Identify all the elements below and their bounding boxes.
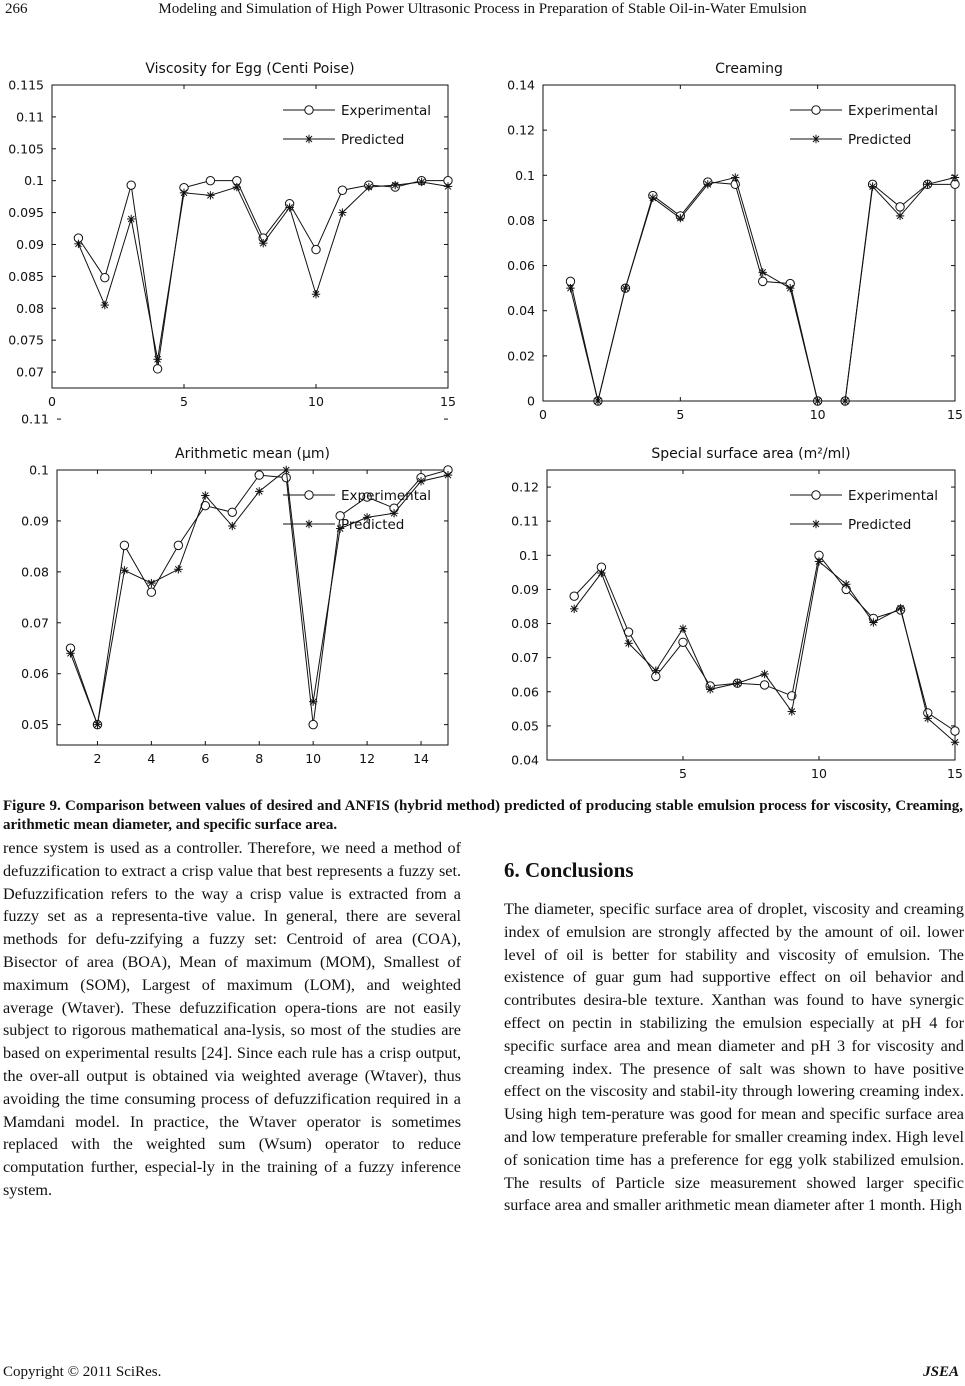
x-tick-label: 8: [255, 751, 264, 766]
series-line-predicted: [574, 561, 955, 742]
page-number: 266: [5, 1, 28, 17]
data-point-predicted: [624, 639, 632, 647]
data-point-experimental: [760, 681, 768, 689]
viscosity-chart: [0, 55, 480, 435]
legend-label: Predicted: [848, 517, 912, 533]
data-point-predicted: [101, 301, 109, 309]
data-point-predicted: [594, 397, 602, 405]
data-point-predicted: [813, 397, 821, 405]
data-point-predicted: [896, 212, 904, 220]
y-tick-label: 0.11: [511, 513, 539, 529]
data-point-predicted: [255, 487, 263, 495]
y-tick-label: 0.085: [8, 268, 44, 284]
x-tick-label: 14: [413, 751, 429, 766]
plot-frame: [547, 470, 955, 760]
data-point-predicted: [174, 565, 182, 573]
data-point-predicted: [815, 557, 823, 565]
legend-marker-star: [305, 520, 313, 528]
data-point-predicted: [951, 738, 959, 746]
y-tick-label: 0.12: [511, 479, 539, 495]
data-point-predicted: [74, 240, 82, 248]
y-tick-label: 0.075: [8, 332, 44, 348]
y-tick-label: 0.05: [511, 718, 539, 734]
legend-label: Experimental: [848, 103, 939, 119]
data-point-predicted: [444, 471, 452, 479]
data-point-predicted: [621, 284, 629, 292]
y-tick-label: 0.09: [21, 513, 49, 529]
data-point-experimental: [951, 727, 959, 735]
legend-marker-circle: [305, 106, 313, 114]
data-point-predicted: [652, 666, 660, 674]
series-line-experimental: [78, 181, 448, 369]
legend-label: Experimental: [341, 103, 432, 119]
data-point-predicted: [731, 173, 739, 181]
legend-marker-circle: [305, 491, 313, 499]
data-point-experimental: [255, 471, 263, 479]
data-point-predicted: [924, 714, 932, 722]
data-point-experimental: [153, 365, 161, 373]
plot-frame: [57, 470, 448, 745]
data-point-predicted: [312, 290, 320, 298]
data-point-experimental: [147, 588, 155, 596]
y-tick-label: 0.08: [511, 616, 539, 632]
data-point-experimental: [338, 186, 346, 194]
data-point-experimental: [309, 720, 317, 728]
data-point-experimental: [174, 541, 182, 549]
y-tick-label: 0.06: [511, 684, 539, 700]
data-point-predicted: [180, 189, 188, 197]
data-point-predicted: [365, 183, 373, 191]
y-tick-label: 0.08: [21, 564, 49, 580]
y-tick-label: 0.06: [507, 258, 535, 274]
data-point-experimental: [228, 508, 236, 516]
data-point-experimental: [206, 176, 214, 184]
x-tick-label: 4: [147, 751, 156, 766]
data-point-predicted: [391, 181, 399, 189]
series-line-predicted: [78, 182, 448, 359]
y-tick-label: 0.09: [511, 581, 539, 597]
data-point-predicted: [570, 605, 578, 613]
data-point-predicted: [841, 397, 849, 405]
data-point-predicted: [417, 477, 425, 485]
x-tick-label: 5: [180, 394, 188, 409]
data-point-predicted: [259, 239, 267, 247]
data-point-predicted: [66, 649, 74, 657]
x-tick-label: 10: [809, 407, 826, 422]
y-tick-label: 0.07: [21, 615, 49, 631]
x-tick-label: 6: [201, 751, 210, 766]
data-point-predicted: [127, 215, 135, 223]
legend-label: Predicted: [341, 517, 405, 533]
y-tick-label: 0.07: [16, 364, 44, 380]
data-point-predicted: [444, 182, 452, 190]
y-tick-label: 0.08: [16, 300, 44, 316]
x-tick-label: 15: [440, 394, 456, 409]
y-tick-label: 0.1: [515, 167, 535, 183]
data-point-predicted: [338, 208, 346, 216]
section-heading: 6. Conclusions: [504, 858, 634, 882]
data-point-experimental: [127, 181, 135, 189]
data-point-experimental: [282, 473, 290, 481]
data-point-predicted: [228, 522, 236, 530]
legend-marker-star: [812, 520, 820, 528]
surface-area-chart: [490, 440, 965, 785]
y-tick-label: 0.04: [511, 752, 539, 768]
y-tick-label: 0.11: [21, 411, 49, 427]
y-tick-label: 0: [527, 393, 535, 409]
data-point-predicted: [676, 214, 684, 222]
data-point-experimental: [120, 541, 128, 549]
y-tick-label: 0.115: [8, 77, 44, 93]
y-tick-label: 0.14: [507, 77, 535, 93]
y-tick-label: 0.12: [507, 122, 535, 138]
y-tick-label: 0.08: [507, 212, 535, 228]
data-point-predicted: [417, 178, 425, 186]
data-point-predicted: [842, 580, 850, 588]
plot-frame: [52, 85, 448, 388]
data-point-predicted: [759, 268, 767, 276]
data-point-predicted: [93, 720, 101, 728]
chart-title: Arithmetic mean (μm): [175, 446, 330, 462]
legend-label: Experimental: [341, 488, 432, 504]
data-point-experimental: [570, 592, 578, 600]
x-tick-label: 12: [359, 751, 376, 766]
data-point-predicted: [309, 698, 317, 706]
y-tick-label: 0.05: [21, 717, 49, 733]
x-tick-label: 5: [679, 766, 687, 781]
legend-marker-star: [305, 135, 313, 143]
left-column-text: rence system is used as a controller. Therefore, we need a method of defuzzification to extract a crisp value that best represents a fuzzy set. Defuzzification refers to the way a crisp value is extracted from a fuzzy set as a representa-tive value. In general, there are several methods for defu-zzifying a fuzzy set: Centroid of area (COA), Bisector of area (BOA), Mean of maximum (MOM), Smallest of maximum (SOM), Largest of maximum (LOM), and weighted average (Wtaver). These defuzzification opera-tions are not easily subject to rigorous mathematical ana-lysis, so most of the studies are based on experimental results [24]. Since each rule has a crisp output, the over-all output is obtained via weighted average (Wtaver), thus avoiding the time consuming process of defuzzification required in a Mamdani model. In practice, the Wtaver operator is sometimes replaced with the weighted sum (Wsum) operator to reduce computation further, especial-ly in the training of a fuzzy inference system.: [3, 839, 461, 1199]
x-tick-label: 2: [93, 751, 102, 766]
creaming-chart: [490, 55, 965, 435]
data-point-experimental: [896, 203, 904, 211]
right-column-text: The diameter, specific surface area of droplet, viscosity and creaming index of emulsion are strongly affected by the amount of oil. lower level of oil is better for stability and viscosity of emulsion. The existence of guar gum had supportive effect on oil behavior and contributes desira-ble texture. Xanthan was found to have synergic effect on pectin in stabilizing the emulsion especially at pH 4 for specific surface area and mean diameter and pH 3 for viscosity and creaming index. The presence of salt was shown to have positive effect on the viscosity and stabil-ity through lowering creaming index. Using high tem-perature was good for mean and specific surface area and low temperature preferable for smaller creaming index. High level of sonication time has a preference for egg yolk stabilized emulsion. The results of Particle size measurement showed larger specific surface area and smaller arithmetic mean diameter after 1 month. High: [504, 900, 964, 1215]
data-point-predicted: [233, 183, 241, 191]
data-point-predicted: [733, 679, 741, 687]
data-point-predicted: [951, 173, 959, 181]
data-point-experimental: [759, 277, 767, 285]
data-point-predicted: [868, 182, 876, 190]
legend-label: Experimental: [848, 488, 939, 504]
y-tick-label: 0.1: [24, 173, 44, 189]
x-tick-label: 15: [947, 407, 963, 422]
footer-copyright: Copyright © 2011 SciRes.: [3, 1364, 162, 1380]
data-point-predicted: [282, 466, 290, 474]
data-point-predicted: [153, 355, 161, 363]
data-point-predicted: [285, 203, 293, 211]
y-tick-label: 0.02: [507, 348, 535, 364]
data-point-predicted: [923, 180, 931, 188]
data-point-predicted: [147, 579, 155, 587]
legend-marker-circle: [812, 106, 820, 114]
data-point-predicted: [706, 685, 714, 693]
y-tick-label: 0.07: [511, 650, 539, 666]
x-tick-label: 10: [305, 751, 322, 766]
data-point-predicted: [704, 180, 712, 188]
chart-title: Viscosity for Egg (Centi Poise): [145, 61, 355, 77]
data-point-predicted: [786, 284, 794, 292]
running-title: Modeling and Simulation of High Power Ultrasonic Process in Preparation of Stable Oil-in-Water Emulsion: [158, 1, 807, 17]
x-tick-label: 15: [947, 766, 963, 781]
data-point-predicted: [788, 707, 796, 715]
data-point-predicted: [896, 604, 904, 612]
data-point-predicted: [206, 191, 214, 199]
x-tick-label: 10: [308, 394, 324, 409]
data-point-predicted: [201, 491, 209, 499]
data-point-predicted: [566, 284, 574, 292]
y-tick-label: 0.09: [16, 236, 44, 252]
chart-title: Creaming: [715, 61, 783, 77]
y-tick-label: 0.105: [8, 141, 44, 157]
y-tick-label: 0.095: [8, 205, 44, 221]
legend-label: Predicted: [848, 132, 912, 148]
x-tick-label: 5: [676, 407, 685, 422]
x-tick-label: 10: [811, 766, 827, 781]
legend-label: Predicted: [341, 132, 405, 148]
legend-marker-star: [812, 135, 820, 143]
y-tick-label: 0.04: [507, 303, 535, 319]
chart-title: Special surface area (m²/ml): [651, 446, 851, 462]
figure-caption: Figure 9. Comparison between values of desired and ANFIS (hybrid method) predicted of producing stable emulsion process for viscosity, Creaming, arithmetic mean diameter, and specific surface area.: [3, 798, 963, 833]
y-tick-label: 0.11: [16, 109, 44, 125]
data-point-predicted: [760, 670, 768, 678]
data-point-predicted: [597, 569, 605, 577]
data-point-predicted: [120, 566, 128, 574]
arithmetic-mean-chart: [0, 411, 480, 785]
y-tick-label: 0.1: [29, 462, 49, 478]
data-point-experimental: [679, 638, 687, 646]
y-tick-label: 0.1: [519, 547, 539, 563]
x-tick-label: 0: [48, 394, 56, 409]
data-point-predicted: [679, 624, 687, 632]
y-tick-label: 0.06: [21, 666, 49, 682]
x-tick-label: 0: [539, 407, 547, 422]
legend-marker-circle: [812, 491, 820, 499]
data-point-predicted: [869, 618, 877, 626]
data-point-experimental: [312, 245, 320, 253]
data-point-predicted: [649, 194, 657, 202]
footer-journal: JSEA: [923, 1364, 959, 1380]
data-point-experimental: [101, 273, 109, 281]
